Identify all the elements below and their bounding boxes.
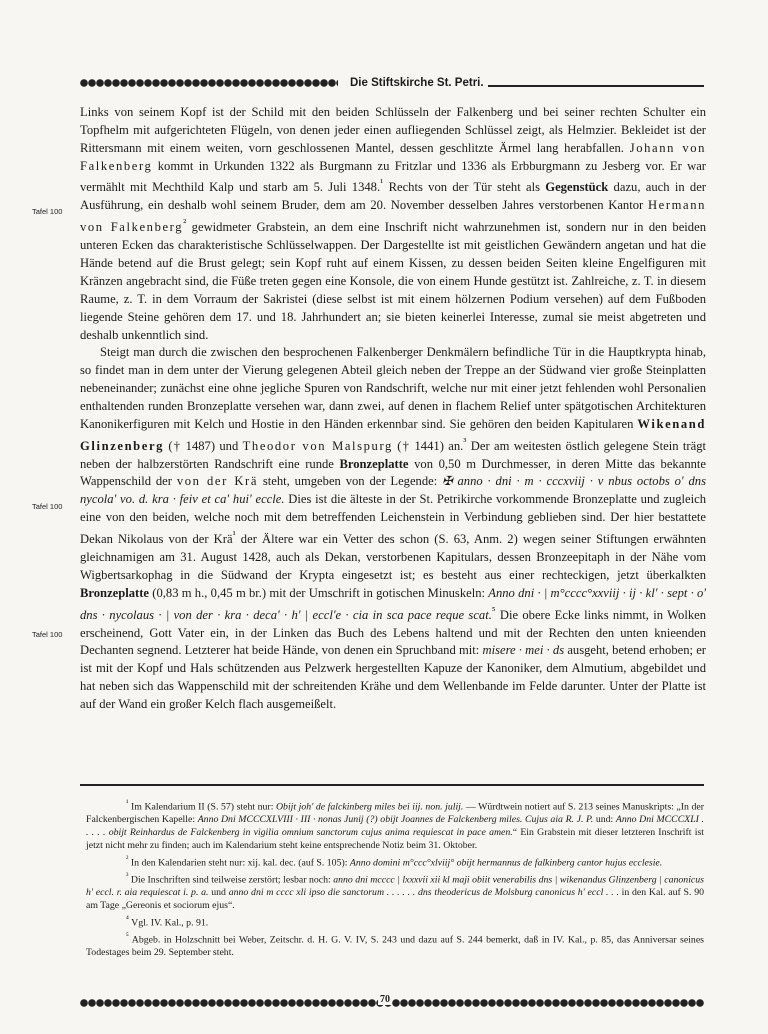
margin-note-tafel: Tafel 100 bbox=[32, 502, 63, 511]
text-run: Im Kalendarium II (S. 57) steht nur: bbox=[128, 801, 276, 813]
person-name: Hermann von Falkenberg bbox=[80, 198, 706, 235]
person-name: Wikenand Glinzenberg bbox=[80, 416, 706, 453]
text-run: “ Ein Grabstein mit dieser letzteren Inschrift ist jetzt nicht mehr zu finden; auch im Kalendarium steht keine entsprechende Notiz beim 31. Oktober. bbox=[86, 827, 704, 851]
text-run: ausgeht, betend erhoben; er ist mit der Kopf und Hals schützenden aus Pelzwerk hergestellten Kapuze der Kanoniker, dem Almutium, abgebildet und hat neben sich das Wappenschild mit der schreitenden Krähe und dem Wellenbande im Felde darunter. Unter der Platte ist auf der Wand ein großer Kelch flach ausgemeißelt. bbox=[80, 643, 706, 711]
person-name: Theodor von Malspurg bbox=[242, 438, 393, 453]
text-run: in den Kal. auf S. 90 am Tage „Gereonis et sociorum ejus“. bbox=[86, 887, 704, 912]
text-run: gewidmeter Grabstein, an dem eine Inschrift nicht wahrzunehmen ist, sondern nur in den beiden unteren Ecken das charakteristische Schlüsselwappen. Der Dargestellte ist mit geistlichen Gewändern angetan und hat die Hände betend auf die Brust gelegt; sein Kopf ruht auf einem Kissen, zu dessen beiden Seiten kleine Engelfiguren mit Kränzen angebracht sind, die Füße treten gegen eine Konsole, die von einem Hunde gestützt ist. Zahlreiche, z. T. in diesem Raume, z. T. in dem Vorraum der Sakristei (diese selbst ist mit einem hölzernen Podium versehen) auf dem Fußboden liegende Steine gehören dem 17. und 18. Jahrhundert an; sie bieten keinerlei Interesse, zumal sie meist abgetreten und deshalb unkenntlich sind. bbox=[80, 220, 706, 342]
header-ornament bbox=[80, 78, 338, 88]
gothic-inscription: Anno dni · | m°cccc°xxviij · ij · kl' · sept · o' dns · nycolaus · | von der · kra · deca' · h' | eccl'e · cia in sca pace reque scat. bbox=[80, 585, 706, 622]
quotation: Anno Dni MCCCXLI . . . . . obijt Reinhardus de Falckenberg in vigilia omnium sanctorum cujus anima requiescat in pace amen. bbox=[86, 814, 704, 839]
quotation: anno dni mcccc | lxxxvii xii kl maji obiit venerabilis dns | wikenandus Glinzenberg | canonicus h' eccl. r. aia requiescat i. p. a. bbox=[86, 874, 704, 899]
running-header bbox=[80, 74, 704, 92]
main-text bbox=[80, 104, 706, 714]
footnote-ref: ¹ bbox=[232, 529, 236, 541]
footnote-ref: ⁵ bbox=[491, 605, 496, 617]
text-run: Rechts von der Tür steht als bbox=[383, 180, 546, 195]
quotation: Anno domini m°ccc°xlviij° obijt hermannus de falkinberg cantor hujus ecclesie. bbox=[349, 857, 663, 869]
footnote-5 bbox=[86, 930, 704, 960]
text-run: († 1487) und bbox=[164, 438, 243, 453]
text-run: der Ältere war ein Vetter des schon (S. 63, Anm. 2) wegen seiner Stiftungen erwähnten gleichnamigen am 31. August 1428, auch als Dekan, verstorbenen Kapitulars, dessen Bronzeepitaph in der Nähe vom Wigbertsarkophag in die Südwand der Krypta eingesetzt ist; es besteht aus einer rechteckigen, jetzt überkalkten bbox=[80, 532, 706, 582]
footnote-mark: ¹ bbox=[126, 798, 129, 807]
person-name: Johann von Falkenberg bbox=[80, 140, 707, 173]
emphasis: Bronzeplatte bbox=[339, 456, 409, 471]
text-run: dazu, auch in der Ausführung, ein deshalb wohl seinem Bruder, dem am 20. November desselben Jahres verstorbenen Kantor bbox=[80, 180, 706, 213]
text-run: Links von seinem Kopf ist der Schild mit den beiden Schlüsseln der Falkenberg und bei seiner rechten Schulter ein Topfhelm mit aufgerichteten Flügeln, von denen jeder einen aufliegenden Schlüssel zeigt, als Helmzier. Bekleidet ist der Rittersmann mit einem weiten, vorn geschlossenen Mantel, dessen geschlitzte Ärmel lang herabfallen. bbox=[80, 105, 706, 155]
text-run: kommt in Urkunden 1322 als Burgmann zu Fritzlar und 1336 als Erbburgmann zu Jesberg vor. Er war vermählt mit Mechthild Kalp und starb am 5. Juli 1348. bbox=[80, 158, 706, 195]
text-run: Abgeb. in Holzschnitt bei Weber, Zeitschr. d. H. G. V. IV, S. 243 und dazu auf S. 244 bemerkt, daß in IV. Kal., p. 85, das Anniversar seines Todestages beim 29. September steht. bbox=[86, 934, 704, 959]
footnote-2 bbox=[86, 853, 704, 870]
text-run: und bbox=[208, 887, 229, 899]
gothic-inscription: ✠ anno · dni · m · cccxviij · v nbus octobs o' dns nycola' vo. d. kra · feiv et ca' hui' eccle. bbox=[80, 474, 706, 507]
text-run: Dies ist die älteste in der St. Petrikirche vorkommende Bronzeplatte und zugleich eine von den beiden, welche noch mit dem betreffenden Leichenstein in Verbindung geblieben sind. Der hier bestattete Dekan Nikolaus von der Krä bbox=[80, 492, 707, 547]
footnote-ref: ¹ bbox=[380, 178, 384, 190]
footnote-ref: ² bbox=[183, 218, 187, 230]
quotation: Anno Dni MCCCXLVIII · III · nonas Junij (?) obijt Joannes de Falckenberg miles. Cujus aia R. J. P. bbox=[197, 814, 594, 826]
person-name: von der Krä bbox=[176, 474, 259, 489]
footnote-mark: ² bbox=[126, 853, 129, 863]
gothic-inscription: misere · mei · ds bbox=[482, 643, 565, 658]
header-rule bbox=[488, 85, 704, 87]
text-run: Die Inschriften sind teilweise zerstört; lesbar noch: bbox=[128, 874, 334, 886]
footnote-mark: ³ bbox=[126, 871, 129, 881]
paragraph-2 bbox=[80, 344, 706, 713]
text-run: steht, umgeben von der Legende: bbox=[258, 474, 443, 489]
footnote-ref: ³ bbox=[463, 436, 467, 448]
text-run: von 0,50 m Durchmesser, in deren Mitte das bekannte Wappenschild der bbox=[80, 456, 706, 489]
footnotes bbox=[86, 797, 704, 960]
footnote-mark: ⁵ bbox=[126, 931, 129, 941]
running-head-title: Die Stiftskirche St. Petri. bbox=[350, 77, 484, 89]
emphasis: Gegenstück bbox=[545, 180, 609, 195]
footnote-rule bbox=[80, 784, 704, 786]
text-run: (0,83 m h., 0,45 m br.) mit der Umschrift in gotischen Minuskeln: bbox=[149, 585, 489, 600]
margin-note-tafel: Tafel 100 bbox=[32, 207, 63, 216]
footnote-4 bbox=[86, 913, 704, 930]
text-run: — Würdtwein notiert auf S. 213 seines Manuskripts: „In der Falckenbergischen Kapelle: bbox=[86, 801, 704, 826]
page-number: 70 bbox=[380, 994, 390, 1005]
footnote-3 bbox=[86, 870, 704, 913]
text-run: und: bbox=[593, 814, 616, 826]
text-run: Die obere Ecke links nimmt, in Wolken erscheinend, Gott Vater ein, in der Linken das Buch des Lebens haltend und mit der Rechten den unten knieenden Dechanten segnend. Letzterer hat beide Hände, von denen ein Spruchband mit: bbox=[80, 607, 707, 658]
text-run: In den Kalendarien steht nur: xij. kal. dec. (auf S. 105): bbox=[128, 857, 350, 869]
margin-note-tafel: Tafel 100 bbox=[32, 630, 63, 639]
text-run: Vgl. IV. Kal., p. 91. bbox=[128, 917, 209, 929]
footer-ornament bbox=[80, 998, 704, 1008]
footnote-1 bbox=[86, 797, 704, 853]
text-run: Der am weitesten östlich gelegene Stein trägt neben der halbzerstörten Randschrift eine runde bbox=[80, 438, 706, 471]
emphasis: Bronzeplatte bbox=[80, 585, 150, 600]
page-footer bbox=[80, 996, 704, 1010]
footnote-mark: ⁴ bbox=[126, 914, 129, 924]
text-run: Steigt man durch die zwischen den besprochenen Falkenberger Denkmälern befindliche Tür in die Hauptkrypta hinab, so findet man in dem unter der Vierung gelegenen Abteil gleich neben der Treppe an der Südwand vier große Steinplatten nebeneinander; zunächst eine ohne jegliche Spuren von Randschrift, welche nur mit einer jetzt fehlenden wohl Personalien enthaltenden runden Bronzeplatte versehen war, dann zwei, auf denen in flachem Relief unter spätgotischen Architekturen Kanonikerfiguren mit Kelch und Hostie in den Händen erkennbar sind. Sie gehören den beiden Kapitularen bbox=[80, 345, 706, 431]
paragraph-1 bbox=[80, 104, 706, 344]
quotation: anno dni m cccc xli ipso die sanctorum . . . . . . dns theodericus de Molsburg canonicus h' eccl . . . bbox=[228, 887, 619, 899]
text-run: († 1441) an. bbox=[392, 438, 464, 453]
quotation: Obijt joh' de falckinberg miles bei iij. non. julij. bbox=[275, 801, 464, 813]
